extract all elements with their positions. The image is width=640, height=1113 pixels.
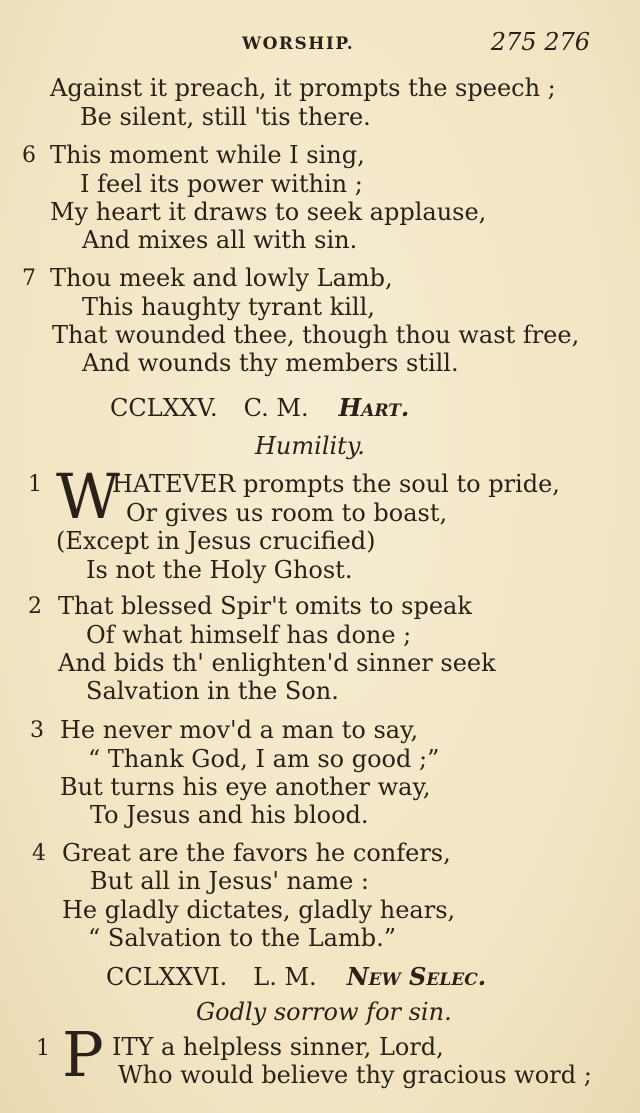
verse-number: 1: [36, 1036, 50, 1061]
hymn-heading: [110, 394, 409, 422]
verse-line: Against it preach, it prompts the speech ;: [50, 74, 556, 102]
verse-line: (Except in Jesus crucified): [56, 527, 376, 555]
verse-line: HATEVER prompts the soul to pride,: [112, 470, 560, 498]
verse-line: ITY a helpless sinner, Lord,: [112, 1033, 444, 1061]
verse-line: Of what himself has done ;: [86, 621, 412, 649]
verse-number: 3: [30, 718, 44, 743]
verse-number: 1: [28, 472, 42, 497]
verse-line: Who would believe thy gracious word ;: [118, 1061, 592, 1089]
verse-line: I feel its power within ;: [80, 170, 363, 198]
verse-line: Be silent, still 'tis there.: [80, 103, 371, 131]
verse-line: This moment while I sing,: [50, 141, 365, 169]
drop-cap: P: [62, 1018, 104, 1091]
hymn-author: New Selec.: [346, 962, 487, 991]
verse-number: 6: [22, 143, 36, 168]
verse-number: 2: [28, 594, 42, 619]
verse-line: “ Thank God, I am so good ;”: [88, 745, 440, 773]
hymn-author: Hart.: [338, 393, 410, 422]
hymn-meter: C. M.: [243, 394, 309, 422]
verse-line: And wounds thy members still.: [82, 349, 459, 377]
running-head: WORSHIP.: [242, 34, 355, 54]
verse-line: Is not the Holy Ghost.: [86, 556, 353, 584]
verse-line: “ Salvation to the Lamb.”: [88, 924, 396, 952]
verse-line: And bids th' enlighten'd sinner seek: [58, 649, 496, 677]
verse-line: That blessed Spir't omits to speak: [58, 592, 472, 620]
hymn-number: CCLXXVI.: [106, 963, 228, 991]
verse-number: 4: [32, 841, 46, 866]
hymn-heading: [106, 963, 486, 991]
page-numbers: 275 276: [490, 28, 590, 56]
verse-line: My heart it draws to seek applause,: [50, 198, 487, 226]
hymn-subject: Humility.: [255, 432, 365, 460]
verse-line: He never mov'd a man to say,: [60, 716, 419, 744]
verse-line: But turns his eye another way,: [60, 773, 431, 801]
hymn-subject: Godly sorrow for sin.: [196, 998, 452, 1026]
verse-line: That wounded thee, though thou wast free,: [52, 321, 580, 349]
verse-line: He gladly dictates, gladly hears,: [62, 896, 456, 924]
verse-number: 7: [22, 266, 36, 291]
verse-line: But all in Jesus' name :: [90, 867, 369, 895]
hymn-number: CCLXXV.: [110, 394, 218, 422]
page-header: [0, 28, 640, 58]
verse-line: To Jesus and his blood.: [90, 801, 369, 829]
verse-line: Thou meek and lowly Lamb,: [50, 264, 393, 292]
verse-line: Salvation in the Son.: [86, 677, 339, 705]
drop-cap: W: [56, 460, 120, 533]
verse-line: This haughty tyrant kill,: [82, 293, 375, 321]
verse-line: Or gives us room to boast,: [126, 499, 448, 527]
verse-line: Great are the favors he confers,: [62, 839, 451, 867]
verse-line: And mixes all with sin.: [82, 226, 358, 254]
hymn-meter: L. M.: [253, 963, 317, 991]
